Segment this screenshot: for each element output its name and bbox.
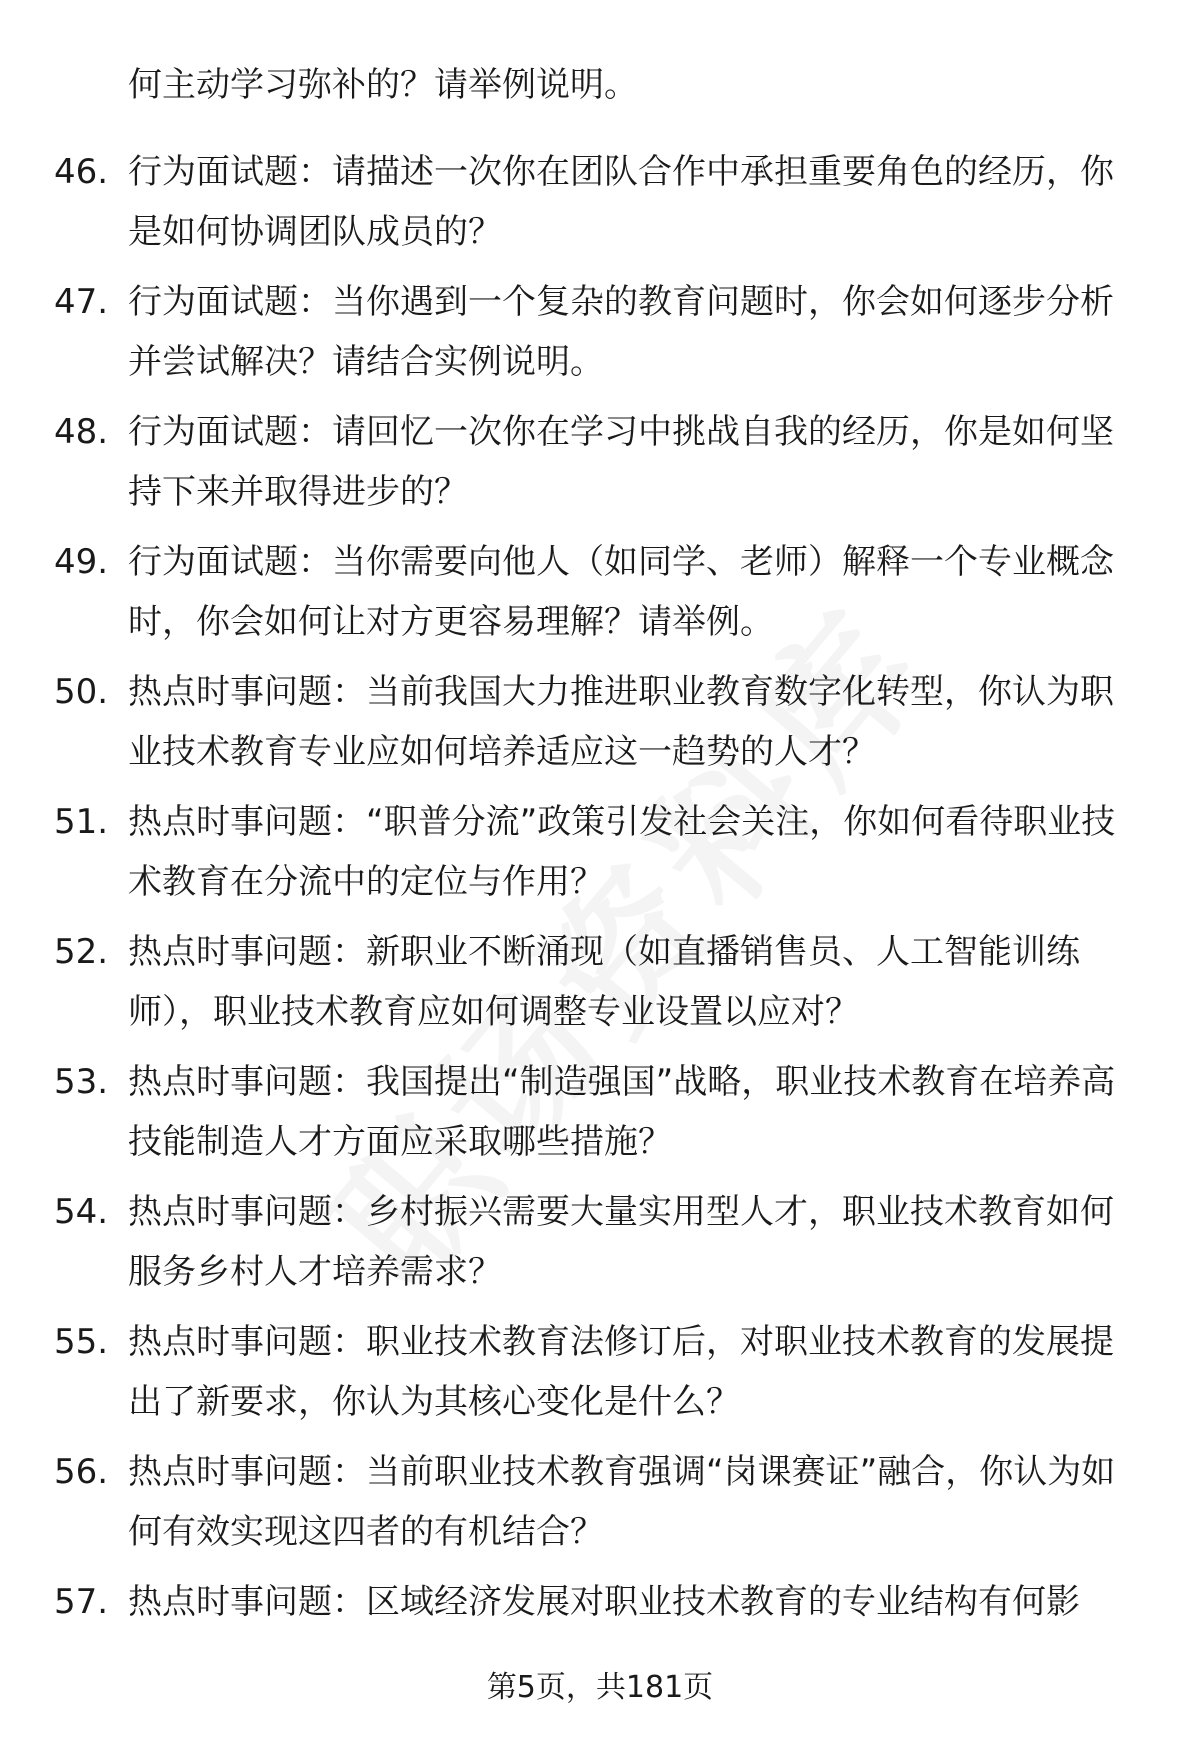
- question-item: [0, 922, 1200, 1052]
- question-text: 热点时事问题：当前我国大力推进职业教育数字化转型，你认为职业技术教育专业应如何培养适应这一趋势的人才？: [128, 672, 1114, 772]
- question-number: 51.: [54, 802, 109, 842]
- question-number: 50.: [54, 672, 109, 712]
- question-item: [0, 532, 1200, 662]
- question-item: [0, 142, 1200, 272]
- question-text: 热点时事问题：区域经济发展对职业技术教育的专业结构有何影: [128, 1582, 1080, 1622]
- question-number: 54.: [54, 1192, 109, 1232]
- question-text: 热点时事问题：职业技术教育法修订后，对职业技术教育的发展提出了新要求，你认为其核心变化是什么？: [128, 1322, 1114, 1422]
- continuation-text: 何主动学习弥补的？请举例说明。: [128, 65, 638, 105]
- question-number: 57.: [54, 1582, 109, 1622]
- question-number: 55.: [54, 1322, 109, 1362]
- question-number: 52.: [54, 932, 109, 972]
- question-item: [0, 1442, 1200, 1572]
- question-item: [0, 402, 1200, 532]
- question-item: [0, 792, 1200, 922]
- question-text: 热点时事问题：当前职业技术教育强调“岗课赛证”融合，你认为如何有效实现这四者的有机结合？: [128, 1452, 1116, 1552]
- question-item: [0, 272, 1200, 402]
- question-text: 热点时事问题：我国提出“制造强国”战略，职业技术教育在培养高技能制造人才方面应采取哪些措施？: [128, 1062, 1116, 1162]
- question-text: 热点时事问题：乡村振兴需要大量实用型人才，职业技术教育如何服务乡村人才培养需求？: [128, 1192, 1114, 1292]
- question-text: 行为面试题：当你需要向他人（如同学、老师）解释一个专业概念时，你会如何让对方更容易理解？请举例。: [128, 542, 1114, 642]
- page-footer: 第5页，共181页: [486, 1670, 714, 1705]
- question-number: 56.: [54, 1452, 109, 1492]
- question-item: [0, 662, 1200, 792]
- question-text: 行为面试题：请描述一次你在团队合作中承担重要角色的经历，你是如何协调团队成员的？: [128, 152, 1114, 252]
- question-item: [0, 1312, 1200, 1442]
- question-text: 行为面试题：请回忆一次你在学习中挑战自我的经历，你是如何坚持下来并取得进步的？: [128, 412, 1114, 512]
- question-text: 热点时事问题：“职普分流”政策引发社会关注，你如何看待职业技术教育在分流中的定位与作用？: [128, 802, 1116, 902]
- question-number: 46.: [54, 152, 109, 192]
- question-number: 49.: [54, 542, 109, 582]
- question-item: [0, 1182, 1200, 1312]
- question-item: [0, 1052, 1200, 1182]
- question-list: [0, 142, 1200, 1702]
- question-number: 47.: [54, 282, 109, 322]
- question-text: 热点时事问题：新职业不断涌现（如直播销售员、人工智能训练师），职业技术教育应如何调整专业设置以应对？: [128, 932, 1080, 1032]
- question-number: 48.: [54, 412, 109, 452]
- question-text: 行为面试题：当你遇到一个复杂的教育问题时，你会如何逐步分析并尝试解决？请结合实例说明。: [128, 282, 1114, 382]
- question-number: 53.: [54, 1062, 109, 1102]
